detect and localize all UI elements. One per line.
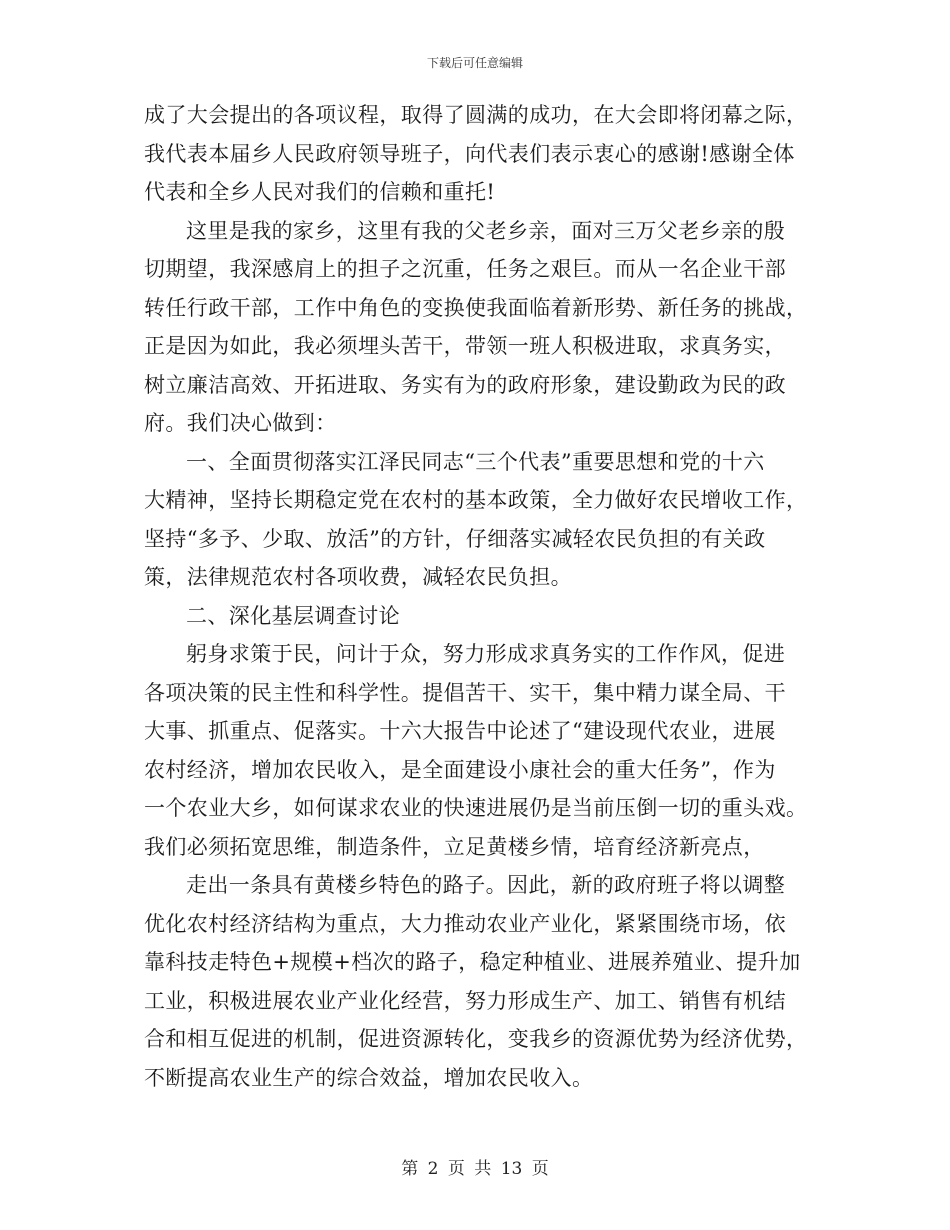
document-body bbox=[144, 96, 806, 1097]
text-line: 大精神，坚持长期稳定党在农村的基本政策，全力做好农民增收工作， bbox=[144, 488, 808, 512]
text-line: 代表和全乡人民对我们的信赖和重托! bbox=[144, 180, 496, 204]
text-line: 我代表本届乡人民政府领导班子，向代表们表示衷心的感谢!感谢全体 bbox=[144, 141, 795, 166]
paragraph-start-line: 走出一条具有黄楼乡特色的路子。因此，新的政府班子将以调整 bbox=[186, 873, 786, 897]
text-line: 大事、抓重点、促落实。十六大报告中论述了“建设现代农业，进展 bbox=[144, 719, 776, 743]
text-line: 成了大会提出的各项议程，取得了圆满的成功，在大会即将闭幕之际， bbox=[144, 103, 808, 127]
text-line: 农村经济，增加农民收入，是全面建设小康社会的重大任务”，作为 bbox=[144, 757, 776, 782]
text-line: 策，法律规范农村各项收费，减轻农民负担。 bbox=[144, 565, 572, 589]
paragraph-start-line: 这里是我的家乡，这里有我的父老乡亲，面对三万父老乡亲的殷 bbox=[186, 218, 786, 243]
text-line: 转任行政干部，工作中角色的变换使我面临着新形势、新任务的挑战， bbox=[144, 295, 808, 320]
text-line: 树立廉洁高效、开拓进取、务实有为的政府形象，建设勤政为民的政 bbox=[144, 372, 786, 397]
text-line: 不断提高农业生产的综合效益，增加农民收入。 bbox=[144, 1065, 594, 1090]
text-line: 工业，积极进展农业产业化经营，努力形成生产、加工、销售有机结 bbox=[144, 988, 786, 1013]
paragraph-start-line: 一、全面贯彻落实江泽民同志“三个代表”重要思想和党的十六 bbox=[186, 449, 765, 474]
paragraph-start-line: 躬身求策于民，问计于众，努力形成求真务实的工作作风，促进 bbox=[186, 642, 786, 666]
page-number: 第 2 页 共 13 页 bbox=[401, 1159, 549, 1179]
text-line: 坚持“多予、少取、放活”的方针，仔细落实减轻农民负担的有关政 bbox=[144, 526, 766, 551]
page-header-note: 下载后可任意编辑 bbox=[426, 56, 523, 70]
text-line: 切期望，我深感肩上的担子之沉重，任务之艰巨。而从一名企业干部 bbox=[144, 257, 786, 281]
text-line: 一个农业大乡，如何谋求农业的快速进展仍是当前压倒一切的重头戏。 bbox=[144, 796, 808, 820]
text-line: 合和相互促进的机制，促进资源转化，变我乡的资源优势为经济优势， bbox=[144, 1027, 808, 1051]
text-line: 我们必须拓宽思维，制造条件，立足黄楼乡情，培育经济新亮点， bbox=[144, 834, 765, 859]
text-line: 各项决策的民主性和科学性。提倡苦干、实干，集中精力谋全局、干 bbox=[144, 680, 786, 705]
text-line: 靠科技走特色+规模+档次的路子，稳定种植业、进展养殖业、提升加 bbox=[144, 950, 801, 974]
text-line: 优化农村经济结构为重点，大力推动农业产业化，紧紧围绕市场，依 bbox=[144, 911, 786, 936]
text-line: 正是因为如此，我必须埋头苦干，带领一班人积极进取，求真务实， bbox=[144, 334, 786, 358]
section-heading: 二、深化基层调查讨论 bbox=[186, 603, 400, 628]
text-line: 府。我们决心做到： bbox=[144, 411, 337, 435]
